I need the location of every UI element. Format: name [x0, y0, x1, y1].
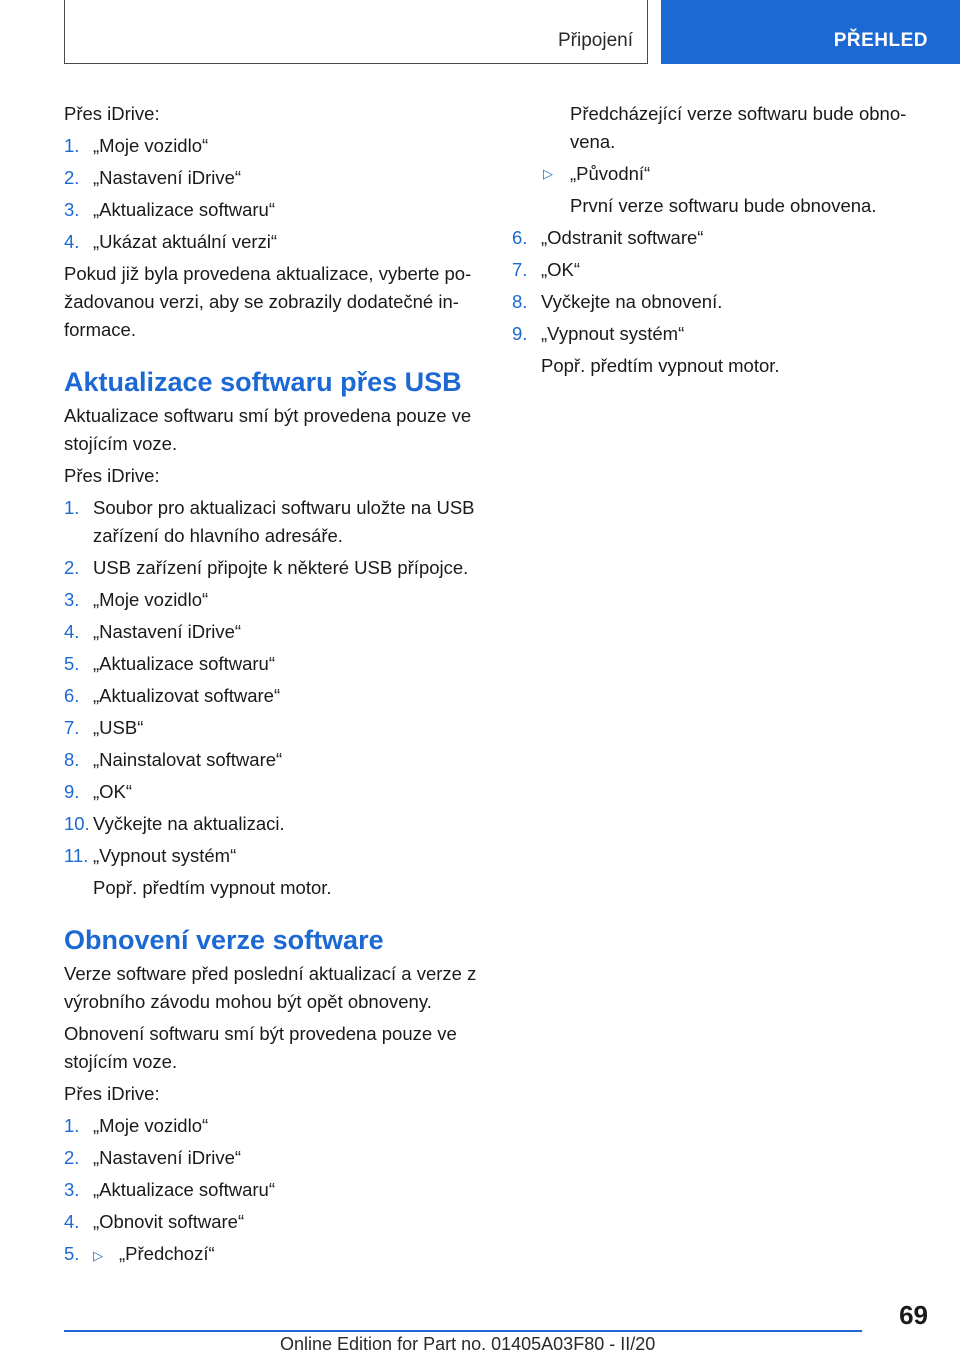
restore-paragraph-2: Obnovení softwaru smí být provedena pouze ve stojícím voze.	[64, 1023, 457, 1072]
restore-steps-list	[64, 1112, 482, 1270]
overview-tab-label: PŘEHLED	[833, 30, 928, 51]
original-option-line: ▷ „Původní“	[512, 160, 930, 188]
intro-via-label: Přes iDrive:	[64, 103, 160, 124]
section-tab-label: Připojení	[558, 30, 633, 51]
list-item: 11. „Vypnout systém“ Popř. předtím vypnout motor.	[64, 842, 482, 902]
right-column	[512, 100, 930, 384]
footer-edition: Online Edition for Part no. 01405A03F80 - II/20	[280, 1334, 656, 1354]
list-item: 3. „Aktualizace softwaru“	[64, 1179, 275, 1200]
list-item: 9. „OK“	[64, 781, 133, 802]
page-number: 69	[899, 1300, 928, 1330]
list-item: 9. „Vypnout systém“ Popř. předtím vypnout motor.	[512, 320, 930, 380]
restore-heading: Obnovení verze software	[64, 925, 384, 955]
step-note: Popř. předtím vypnout motor.	[93, 877, 332, 898]
triangle-bullet-icon: ▷	[93, 1248, 103, 1263]
usb-via-label: Přes iDrive:	[64, 465, 160, 486]
section-tab[interactable]	[64, 0, 648, 64]
page-header	[0, 0, 960, 66]
list-item: 7. „OK“	[512, 259, 581, 280]
list-item: 4. „Obnovit software“	[64, 1211, 245, 1232]
restore-via-label: Přes iDrive:	[64, 1083, 160, 1104]
left-column	[64, 100, 482, 1274]
intro-paragraph: Pokud již byla provedena aktualizace, vyberte po- žadovanou verzi, aby se zobrazily dodatečné in- formace.	[64, 263, 472, 340]
list-item: 1. „Moje vozidlo“	[64, 1115, 209, 1136]
list-item: 3. „Moje vozidlo“	[64, 589, 209, 610]
list-item: 4. „Nastavení iDrive“	[64, 621, 242, 642]
list-item: 8. Vyčkejte na obnovení.	[512, 291, 723, 312]
list-item: 7. „USB“	[64, 717, 144, 738]
list-item: 2. „Nastavení iDrive“	[64, 167, 242, 188]
restore-paragraph-1: Verze software před poslední aktualizací a verze z výrobního závodu mohou být opět obnoveny.	[64, 963, 477, 1012]
list-item: 6. „Aktualizovat software“	[64, 685, 281, 706]
list-item: 6. „Odstranit software“	[512, 227, 704, 248]
list-item: 1. „Moje vozidlo“	[64, 135, 209, 156]
step-note: Popř. předtím vypnout motor.	[541, 355, 780, 376]
list-item: 10. Vyčkejte na aktualizaci.	[64, 813, 285, 834]
footer-divider	[64, 1330, 862, 1332]
list-item: 5. ▷ „Předchozí“	[64, 1240, 482, 1270]
list-item: 2. USB zařízení připojte k některé USB přípojce.	[64, 557, 469, 578]
list-item: 5. „Aktualizace softwaru“	[64, 653, 275, 674]
previous-version-note: Předcházející verze softwaru bude obno- vena.	[570, 103, 907, 152]
list-item: 4. „Ukázat aktuální verzi“	[64, 231, 278, 252]
list-item: 8. „Nainstalovat software“	[64, 749, 283, 770]
list-item: 3. „Aktualizace softwaru“	[64, 199, 275, 220]
usb-update-heading: Aktualizace softwaru přes USB	[64, 367, 462, 397]
restore-steps-continued	[512, 224, 930, 380]
list-item: 2. „Nastavení iDrive“	[64, 1147, 242, 1168]
triangle-bullet-icon: ▷	[543, 166, 553, 181]
overview-tab[interactable]	[661, 0, 960, 64]
intro-steps-list	[64, 132, 482, 256]
usb-update-paragraph: Aktualizace softwaru smí být provedena pouze ve stojícím voze.	[64, 405, 472, 454]
usb-steps-list	[64, 494, 482, 902]
list-item: 1. Soubor pro aktualizaci softwaru uložte na USB zařízení do hlavního adresáře.	[64, 497, 475, 546]
original-version-note: První verze softwaru bude obnovena.	[570, 195, 877, 216]
